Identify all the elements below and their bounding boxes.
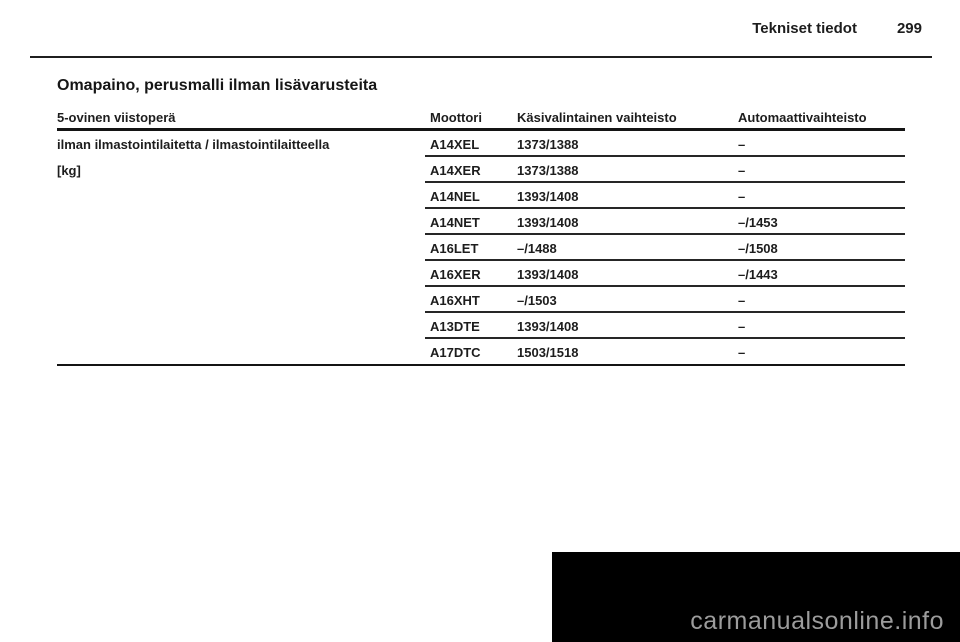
engine-code: A14NET <box>430 214 480 230</box>
manual-transmission-value: 1393/1408 <box>517 318 579 334</box>
watermark-bar <box>552 552 960 642</box>
automatic-transmission-value: – <box>738 292 746 308</box>
engine-code: A13DTE <box>430 318 480 334</box>
engine-code: A14XEL <box>430 136 480 152</box>
engine-code: A16LET <box>430 240 479 256</box>
table-row <box>57 131 905 157</box>
manual-transmission-value: –/1503 <box>517 292 557 308</box>
automatic-transmission-value: –/1453 <box>738 214 778 230</box>
row-label-line2: [kg] <box>57 162 81 178</box>
table-row <box>57 183 905 209</box>
table-row <box>57 235 905 261</box>
automatic-transmission-value: – <box>738 162 746 178</box>
manual-transmission-value: 1373/1388 <box>517 162 579 178</box>
running-header <box>752 20 922 37</box>
table-row <box>57 287 905 313</box>
manual-transmission-value: 1393/1408 <box>517 214 579 230</box>
automatic-transmission-value: – <box>738 344 746 360</box>
table-row <box>57 339 905 365</box>
chapter-title: Tekniset tiedot <box>752 20 857 37</box>
manual-transmission-value: 1393/1408 <box>517 188 579 204</box>
engine-code: A16XER <box>430 266 481 282</box>
col-header-manual-transmission: Käsivalintainen vaihteisto <box>517 109 677 125</box>
manual-transmission-value: 1373/1388 <box>517 136 579 152</box>
manual-transmission-value: 1503/1518 <box>517 344 579 360</box>
header-rule <box>30 56 932 58</box>
weights-table <box>57 106 905 365</box>
section-title: Omapaino, perusmalli ilman lisävarusteita <box>57 77 378 94</box>
automatic-transmission-value: –/1443 <box>738 266 778 282</box>
page-number: 299 <box>896 20 922 37</box>
col-header-body-style: 5-ovinen viistoperä <box>57 109 176 125</box>
engine-code: A14NEL <box>430 188 480 204</box>
col-header-engine: Moottori <box>430 109 482 125</box>
row-label-line1: ilman ilmastointilaitetta / ilmastointilaitteella <box>57 136 330 152</box>
table-row <box>57 209 905 235</box>
automatic-transmission-value: – <box>738 188 746 204</box>
table-row <box>57 261 905 287</box>
engine-code: A14XER <box>430 162 481 178</box>
engine-code: A16XHT <box>430 292 480 308</box>
automatic-transmission-value: – <box>738 318 746 334</box>
table-row <box>57 157 905 183</box>
manual-transmission-value: –/1488 <box>517 240 557 256</box>
table-row <box>57 313 905 339</box>
automatic-transmission-value: –/1508 <box>738 240 778 256</box>
automatic-transmission-value: – <box>738 136 746 152</box>
engine-code: A17DTC <box>430 344 481 360</box>
table-header-row <box>57 106 905 131</box>
manual-transmission-value: 1393/1408 <box>517 266 579 282</box>
watermark-text: carmanualsonline.info <box>690 607 944 635</box>
col-header-automatic-transmission: Automaattivaihteisto <box>738 109 867 125</box>
